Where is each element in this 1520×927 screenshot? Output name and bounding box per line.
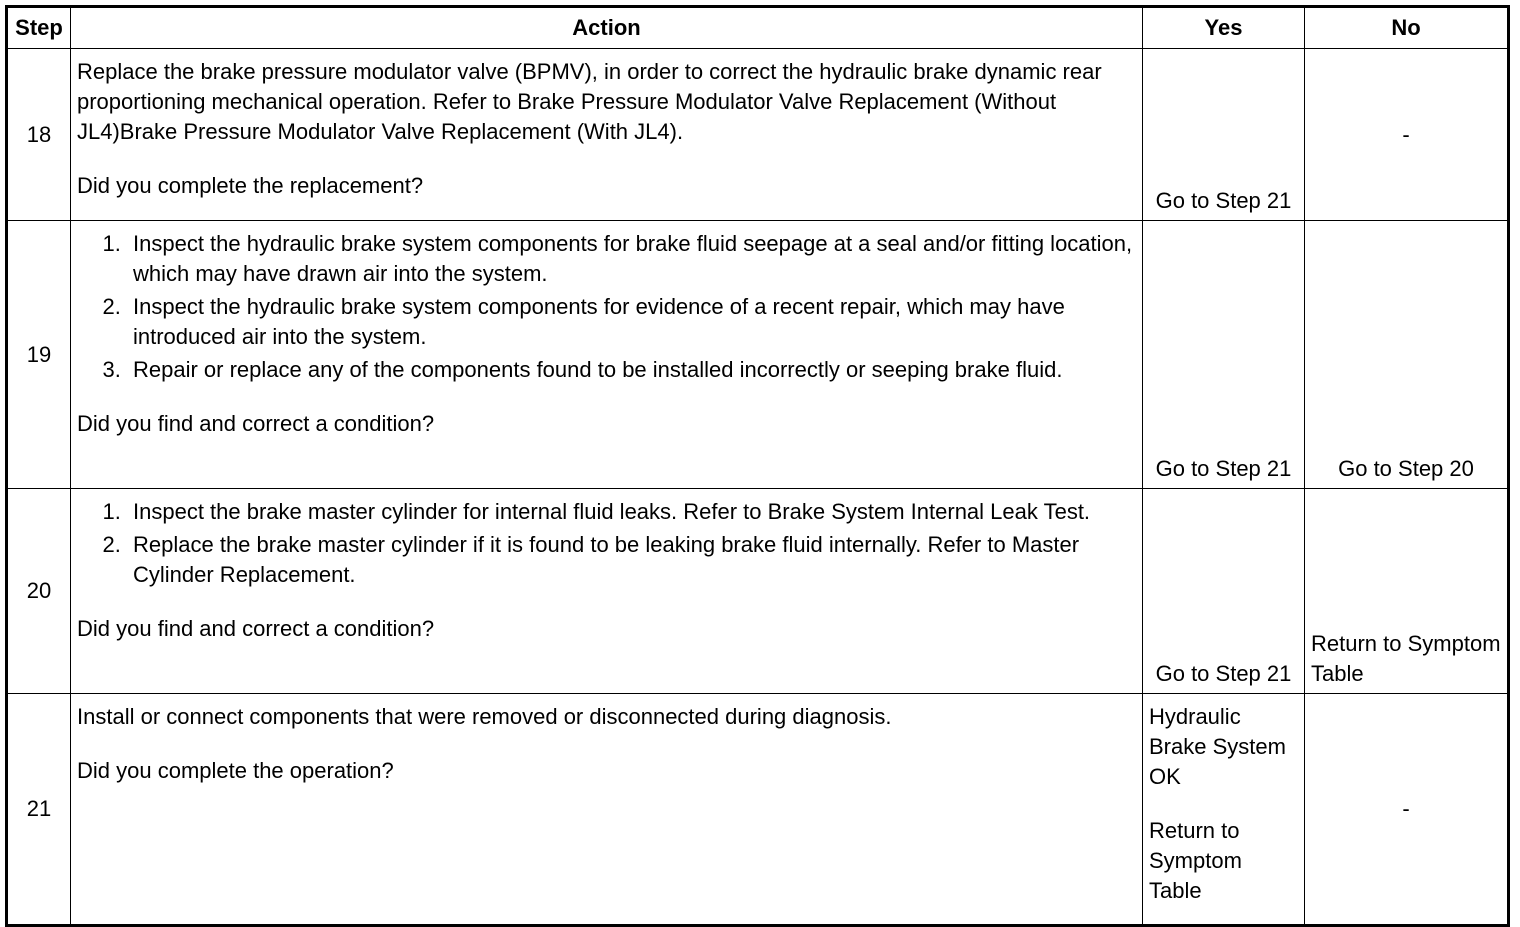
action-question: Did you complete the operation? [77, 758, 394, 783]
list-item: 2. Inspect the hydraulic brake system components for evidence of a recent repair, which may have introduced air into the system. [127, 292, 1136, 352]
table-row-step-19 [7, 221, 1509, 489]
header-yes: Yes [1143, 7, 1305, 49]
step-number: 19 [7, 221, 71, 489]
action-cell [71, 489, 1143, 694]
list-item: 1. Inspect the brake master cylinder for internal fluid leaks. Refer to Brake System Internal Leak Test. [127, 497, 1136, 527]
step-number: 18 [7, 49, 71, 221]
action-question: Did you find and correct a condition? [77, 411, 435, 436]
step-number: 20 [7, 489, 71, 694]
header-row [7, 7, 1509, 49]
header-action: Action [71, 7, 1143, 49]
step-number: 21 [7, 694, 71, 926]
list-item: 1. Inspect the hydraulic brake system components for brake fluid seepage at a seal and/or fitting location, which may have drawn air into the system. [127, 229, 1136, 289]
yes-cell: Go to Step 21 [1143, 489, 1305, 694]
no-cell: - [1305, 49, 1509, 221]
header-no: No [1305, 7, 1509, 49]
yes-cell [1143, 694, 1305, 926]
action-cell [71, 221, 1143, 489]
table-row-step-20 [7, 489, 1509, 694]
yes-result-ok: Hydraulic Brake System OK [1149, 704, 1286, 789]
list-item: 2. Replace the brake master cylinder if it is found to be leaking brake fluid internally. Refer to Master Cylinder Replacement. [127, 530, 1136, 590]
no-cell: Go to Step 20 [1305, 221, 1509, 489]
action-question: Did you find and correct a condition? [77, 616, 435, 641]
action-text: Install or connect components that were removed or disconnected during diagnosis. [77, 704, 892, 729]
yes-cell: Go to Step 21 [1143, 221, 1305, 489]
diagnostic-table [5, 5, 1510, 927]
no-cell: - [1305, 694, 1509, 926]
action-steps-list [77, 497, 1136, 590]
action-question: Did you complete the replacement? [77, 173, 424, 198]
action-cell [71, 49, 1143, 221]
action-cell [71, 694, 1143, 926]
action-steps-list [77, 229, 1136, 385]
no-cell: Return to Symptom Table [1305, 489, 1509, 694]
yes-result-return: Return to Symptom Table [1149, 818, 1242, 903]
list-item: 3. Repair or replace any of the components found to be installed incorrectly or seeping brake fluid. [127, 355, 1136, 385]
table-row-step-18 [7, 49, 1509, 221]
yes-cell: Go to Step 21 [1143, 49, 1305, 221]
table-row-step-21 [7, 694, 1509, 926]
header-step: Step [7, 7, 71, 49]
action-text: Replace the brake pressure modulator valve (BPMV), in order to correct the hydraulic brake dynamic rear proportioning mechanical operation. Refer to Brake Pressure Modulator Valve Replacement (Without JL4)Brake Pressure Modulator Valve Replacement (With JL4). [77, 59, 1102, 144]
